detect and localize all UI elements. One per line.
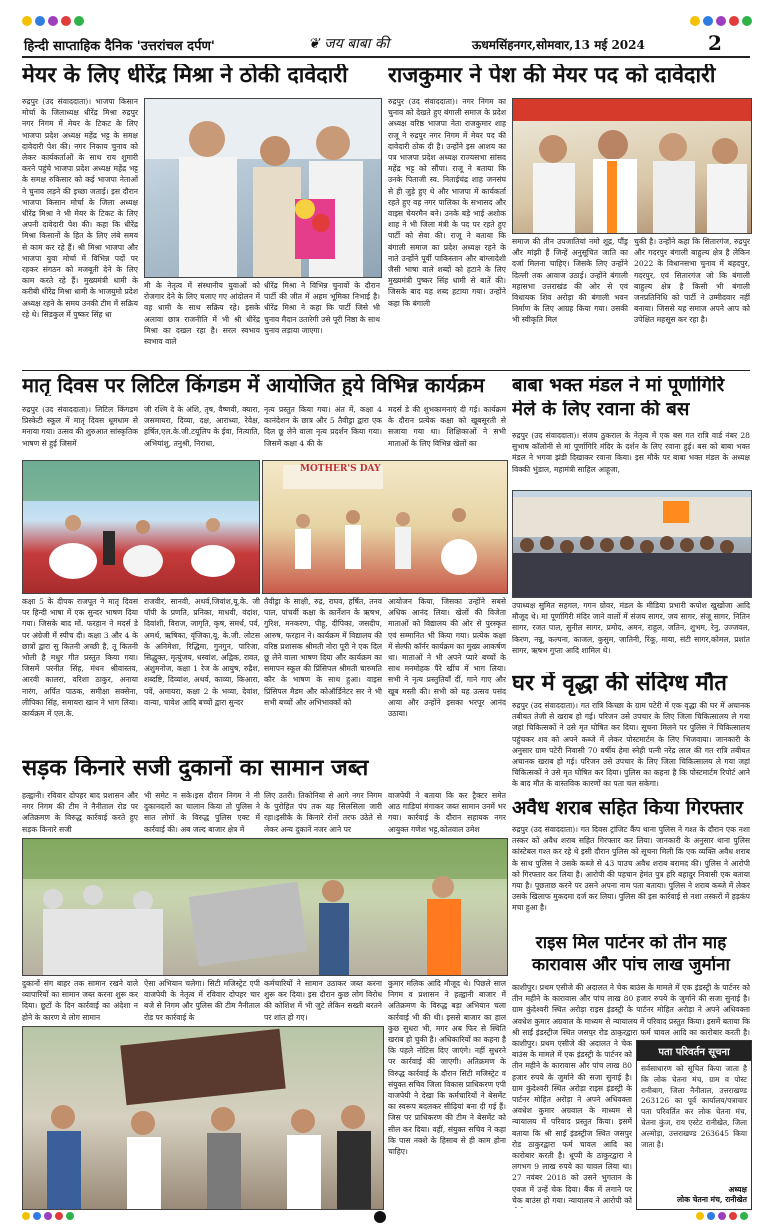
photo-kids-dance-1 (22, 460, 260, 594)
ornament-icon: ❦ (308, 36, 320, 52)
story3-top1: रुद्रपुर (उद संवाददाता)। लिटिल किंगडम प्रिस्केटी स्कूल में मातृ दिवस धूमधाम से मनाया गया। उत्सव की शुरुआत सांस्कृतिक भाषण से हुई जिसमें (22, 405, 138, 448)
headline-encroachment: सड़क किनारे सजी दुकानों का सामान जब्त (22, 756, 369, 781)
story8-b2: ऐसा अभियान चलेगा। सिटी मजिस्ट्रेट एपी वाजपेयी के नेतृत्व में रविवार दोपहर चार बजे से निगम और पुलिस की टीम नैनीताल रोड पर कार्रवाई के (144, 979, 260, 1022)
story3-bot1: कक्षा 5 के दीपक राजपूत ने मातृ दिवस पर हिन्दी भाषा में एक सुन्दर भाषण दिया गया। जिसके बाद मों. फरहान ने मदर्स डे पर अंग्रेजी में स्पीच दी। कक्षा 3 और 4 के छात्रों द्वारा सु कितनी अच्छी है, तू कितनी भोली है मधुर गीत प्रस्तुत किया गया। जिसमें परनीत सिंह, मंथन श्रीवास्तव, आरवी कालरा, वरिशा ठाकुर, अनाया नारंग, अर्पित पाठक, समीक्षा सक्सेना, लीपिका सिंह, समायरा खान ने भाग लिया। कार्यक्रम में एल.के. (22, 597, 138, 719)
story3-bot3: तैवीड्रा के साक्षी, रुद्र, राघव, हर्षित, तनव पाल, पांचवीं कक्षा के कार्नेशन के ऋषभ, गुरिश, मनकरण, पीहू, दीपिका, जसदीप, आरुष, फरहान ने। कार्यक्रम में विद्यालय की वरिष्ठ प्रशासक श्रीमती नोरा पूरी ने एक दिल छू लेने वाला भाषण दिया और कार्यक्रम का समापन स्कूल की प्रिंसिपल श्रीमती चारुमति कौर के भाषण के साथ हुआ। वाइस प्रिंसिपल मैडम और कोऑर्डिनेटर सर ने भी सभी बच्चों और अभिभावकों को (264, 597, 382, 707)
page-number: 2 (708, 31, 722, 55)
story7-body-top: काशीपुर। प्रथम एसीजे की अदालत ने चेक बाउंस के मामले में एक इंडस्ट्री के पार्टनर को तीन महीने के कारावास और पांच लाख 80 हजार रुपये के जुर्माने की सजा सुनाई है। ग्राम कुंदेश्वरी स्थित अरोड़ा राइस इंडस्ट्री के पार्टनर मोहित अरोड़ा ने अपने अधिवक्ता अवधेश कुमार अग्रवाल के माध्यम से न्यायालय में परिवाद प्रस्तुत किया। इसमें बताया कि श्री साईं इंडस्ट्रीज स्थित जसपुर रोड ठाकुरद्वारा फर्म चावल आदि का कारोबार करती है। (512, 983, 750, 1036)
story8-c3: लिए उतरी। तिकोनिया से आगे नगर निगम के पुरोहित पंप तक यह सिलसिला जारी रहा।इसीके के किनारे रोनों तरफ उठेते से लेकर अन्य दुकानें नजर आने पर (264, 791, 382, 834)
story3-top2: जी रश्मि दे के अंशि, तृष, वैष्णवी, क्यारा, जसमायरा, दिव्या, दक्ष, आराध्या, रेवेक्ष, हर्षित,एल.के.जी.टयूलिप के ईवा, नित्याति, अभियांशु, तनुश्री, निराधा, (144, 405, 260, 448)
story8-b4: कुमार मलिक आदि मौजूद थे। पिछले साल निगम व प्रशासन ने हल्द्वानी बाजार में अतिक्रमण के विरुद्ध बड़ा अभियान चला कार्रवाई भी की थी। इससे बाजार का हाल कुछ सुधरा भी, मगर अब फिर से स्थिति खराब हो चुकी है। अधिकारियों का कहना है कि पहले नोटिस दिए जाएंगे। नहीं सुधरने पर कार्रवाई की जाएगी। अतिक्रमण के विरुद्ध कार्रवाई के दौरान सिटी मजिस्ट्रेट व संयुक्त सचिव जिला विकास प्राधिकरण एपी वाजपेयी ने देखा कि कर्मचारियों ने बेसमेंट का स्वरूप बदलकर सीढ़ियां बना दी गई हैं। जिस पर प्राधिकरण की टीम ने बेसमेंट को सील कर दिया। वहीं, संयुक्त सचिव ने कहा कि पास नक्शे के हिसाब से ही काम होना चाहिए। (388, 979, 506, 1157)
story4-body: रुद्रपुर (उद संवाददाता)। संजय ठुकराल के नेतृत्व में एक बस गत रात्रि वार्ड नंबर 28 सुभाष कॉलोनी से मां पूर्णागिरि मंदिर के दर्शन के लिए रवाना हुई। बस को बाबा भक्त मंडल ने भगवा झंडी दिखाकर रवाना किया। इस मौके पर बाबा भक्त मंडल के अध्यक्ष विक्की भुंडाल, महामंत्री साहिल आहूजा, (512, 431, 750, 474)
photo-kids-dance-1-illustration (23, 461, 259, 593)
story6-body: रुद्रपुर (उद संवाददाता)। गत दिवस ट्रांजिट कैंप थाना पुलिस ने गश्त के दौरान एक नशा तस्कर को अवैध शराब सहित गिरफ्तार कर लिया। जानकारी के अनुसार थाना पुलिस कांस्टेबल गश्त कर रहे थे इसी दौरान पुलिस को सूचना मिली कि एक व्यक्ति अवैध शराब के साथ पुलिस ने उसके कब्जे से 43 पाउच अवैध शराब बरामद की। पुलिस ने आरोपी को गिरफ्तार कर लिया है। आरोपी की पहचान हेमंत पुत्र हरि बहादुर निवासी एक बताया गया है। पूछताछ करने पर उसने अपना नाम पता बताया। पुलिस ने शराब कब्जे में लेकर उसके खिलाफ मुकदमा दर्ज कर लिया। पुलिस की इस कार्रवाई से नशा तस्करों में हड़कंप मचा हुआ है। (512, 825, 750, 913)
story3-top3: नृत्य प्रस्तुत किया गया। अंत में, कक्षा 4 कानंदेशन के छात्र और 5 तैवीड्रा द्वारा एक दिल छू लेने वाला नृत्य प्रदर्शन किया गया। जिसमें कक्षा 4 की के (264, 405, 382, 448)
mothers-day-banner: MOTHER'S DAY (300, 464, 381, 474)
divider-1 (22, 370, 750, 371)
color-dots-right (690, 16, 752, 26)
headline-mothers-day: मातृ दिवस पर लिटिल किंगडम में आयोजित हुये विभिन्न कार्यक्रम (22, 374, 485, 396)
story8-c1: हल्द्वानी। रविवार दोपहर बाद प्रशासन और नगर निगम की टीम ने नैनीताल रोड पर अतिक्रमण के विरुद्ध कार्रवाई करते हुए सड़क किनारे सजी (22, 791, 138, 834)
photo-kids-dance-2 (262, 460, 508, 594)
headline-mayor-mishra: मेयर के लिए धीरेंद्र मिश्रा ने ठोकी दावेदारी (22, 64, 348, 88)
headline-baba-bhakt-1: बाबा भक्त मंडल ने मां पूर्णागिरि (512, 376, 725, 396)
photo-rajkumar-illustration (513, 99, 751, 233)
notice-sign2: लोक चेतना मंच, रानीखेत (676, 1195, 747, 1204)
registration-mark-icon (374, 1211, 386, 1223)
story8-b3: कर्मचारियों ने सामान उठाकर जब्त करना शुरू कर दिया। इस दौरान कुछ लोग विरोध की कोशिश में भी जुटे लेकिन सख्ती बरतने पर शांत हो गए। (264, 979, 382, 1022)
notice-sign1: अध्यक्ष (728, 1185, 747, 1194)
headline-illegal-liquor: अवैध शराब सहित किया गिरफ्तार (512, 798, 743, 819)
photo-bus-group (512, 490, 752, 598)
headline-rice-mill-1: राइस मिल पार्टनर को तीन माह (535, 934, 727, 953)
masthead-title: हिन्दी साप्ताहिक दैनिक 'उत्तरांचल दर्पण' (24, 39, 215, 54)
footer-dots-right (696, 1212, 748, 1220)
story3-top4: मदर्स डे की शुभकामनाएं दी गई। कार्यक्रम के दौरान प्रत्येक कक्षा को खूबसूरती से सजाया गया था। शिक्षिकाओं ने सभी माताओं के लिए विभिन्न खेलों का (388, 405, 506, 448)
story2-col2: समाज की तीन उपजातियां नमो शूद्र, पौंड्र और मांझी हैं जिन्हें अनुसूचित जाति का दर्जा मिलना चाहिए। जिसके लिए उन्होंने दिल्ली तक आवाज उठाई। उन्होंने बंगाली महासभा उत्तराखंड की ओर से एवं विधायक शिव अरोड़ा की बंगाली भवन निर्माण के लिए आग्रह किया गया। उसकी भी स्वीकृति मिल (512, 237, 628, 325)
headline-mayor-rajkumar: राजकुमार ने पेश की मेयर पद को दावेदारी (388, 64, 716, 88)
story3-bot2: राजवीर, सानवी, अथर्व,जिवांश,यू.के. जी पॉपी के प्रणति, प्रनिका, माधवी, वंदांश, दिवांशी, विराज, जागृति, कृष, समर्थ, पर्व, अमर्थ, ऋषिका, वृंजिका,यू. के.जी. लोटस के अनिमेशा, रिद्धिमा, गुनगुन, पारिजा, सिद्धुक्त, मृत्युंजय, धस्वांश, अद्विक, रावत, अंशुमनोज, कक्षा 1 रेज के आयुष, रुद्रैश, शब्दष्टि, दिव्यांश, अथर्व, काव्या, किआरा, पवें, अमायरा, कक्षा 2 के भव्या, देवांश, वान्या, चावेश आदि बच्चों द्वारा सुन्दर (144, 597, 260, 707)
notice-box (636, 1040, 752, 1210)
story5-body: रुद्रपुर (उद संवाददाता)। गत रात्रि किच्छा के ग्राम पटेरी में एक वृद्धा की घर में अचानक तबीयत तेजी से खराब हो गई। परिजन उसे उपचार के लिए जिला चिकित्सालय ले गया जहां चिकित्सकों ने उसे मृत घोषित कर दिया। सूचना मिलने पर पुलिस ने चिकित्सालय पहुंचकर शव को अपने कब्जे में लेकर पोस्टमार्टम के लिए भिजवाया। जानकारी के अनुसार ग्राम पटेरी निवासी 70 वर्षीय हेमा स्नेही पत्नी नरेंद्र लाल की गत रात्रि तबीयत अचानक खराब हो गई। परिजन उसे उपचार के लिए जिला चिकित्सालय ले गया जहां चिकित्सकों ने उसे मृत घोषित कर दिया। पुलिस का कहना है कि पोस्टमार्टम रिपोर्ट आने के बाद मौत के वास्तविक कारणों का पता चल सकेगा। (512, 701, 750, 789)
color-dots-left (22, 16, 84, 26)
masthead-center (308, 34, 389, 53)
photo-mishra-bhatt (144, 98, 382, 278)
headline-rice-mill-2: कारावास और पांच लाख जुर्माना (532, 956, 730, 975)
story4-after: उपाध्यक्ष सुमित सहगल, गगन ग्रोवर, मंडल के मीडिया प्रभारी कपोश खुखोजा आदि मौजूद थे। मां पूर्णागिरी मंदिर जाने वालों में संजय सागर, जय सागर, संजू सागर, नितिन सागर, रजत पाल, सुनील सागर, प्रमोद, अमन, राहुल, जतिन, शुभम, रेनु, उज्जवल, किरण, नन्नू, कल्पना, काजल, कुसुम, जातिनी, रिंकू, माया, संटी सागर,कोमल, प्रशांत सागर, ऋषभ गुप्ता आदि शामिल थे। (512, 601, 750, 655)
dateline: ऊधमसिंहनगर,सोमवार,13 मई 2024 (472, 38, 645, 52)
notice-body: सर्वसाधारण को सूचित किया जाता है कि लोक चेतना मंच, ग्राम व पोस्ट रानीबाग, जिला नैनीताल, उत्तराखण्ड 263126 का पूर्व कार्यालय/पत्राचार पता परिवर्तित कर लोक चेतना मंच, चेतना कुंज, राय एस्टेट रानीखेत, जिला अल्मोड़ा, उत्तराखण्ड 263645 किया जाता है। (641, 1064, 747, 1149)
photo-encroachment-2-illustration (23, 1027, 383, 1209)
photo-rajkumar-bhatt (512, 98, 752, 234)
masthead-center-text: जय बाबा की (324, 36, 390, 52)
story1-col3: धीरेंद्र मिश्रा ने विभिन्न चुनावों के दौरान पार्टी की जीत में अहम भूमिका निभाई है। धीरेंद्र मिश्रा ने कहा कि पार्टी जिसे भी चुनाव मैदान उतारेगी उसे पूरी निष्ठा के साथ चुनाव लड़ाया जाएगा। (264, 281, 380, 335)
masthead-rule (22, 56, 750, 58)
photo-mishra-illustration (145, 99, 381, 277)
story2-col1: रुद्रपुर (उद संवाददाता)। नगर निगम का चुनाव को देखते हुए बंगाली समाज के प्रदेश अध्यक्ष वरिष्ठ भाजपा नेता राजकुमार शाह राजू ने रुद्रपुर नगर निगम में मेयर पद की दावेदारी ठोक दी है। उन्होंने इस आशय का पत्र भाजपा प्रदेश अध्यक्ष राज्यसभा सांसद महेंद्र भट्ट को सौंपा। राजू ने बताया कि उनके पिताजी स्व. निताईचंद्र शाह जनसंघ से ही जुड़े हुए थे और भाजपा में कार्यकर्ता रहते हुए वह नगर पालिका के सभासद और वाइस चेयरमैन बने। उनके बड़े भाई अशोक शाह ने भी जिला मंत्री के पद पर रहते हुए पार्टी को सेवा की। राजू ने बताया कि बंगाली समाज का प्रदेश अध्यक्ष रहने के नाते उन्होंने पूर्वी पाकिस्तान और बांग्लादेशी जैसी भाषा वाले शब्दों को हटाने के लिए मुख्यमंत्री पुष्कर सिंह धामी से बातें की। जिसके बाद यह शब्द हटाया गया। उन्होंने कहा कि बंगाली (388, 97, 506, 308)
photo-encroachment-2 (22, 1026, 384, 1210)
story8-b1: दुकानों संग बाहर तक सामान रखने वाले व्यापारियों का सामान जब्त करना शुरू कर दिया। छूटों के दिन कार्रवाई का अंदेशा न होने के कारण ये लोग सामान (22, 979, 138, 1022)
photo-encroachment-1 (22, 838, 508, 976)
headline-elderly-death: घर में वृद्धा की संदिग्ध मौत (512, 672, 727, 696)
story1-col2: मी के नेतृत्व में संस्थानीय युवाओं को रोजगार देने के लिए चलाए गए आंदोलन में वह धामी के साथ सक्रिय रहे। इसके अलावा छात्र राजनीति में भी श्री धीरेंद्र मिश्रा का दखल रहा है। सरल स्वभाव स्वभाव वाले (144, 281, 260, 347)
photo-bus-group-illustration (513, 491, 751, 597)
notice-title: पता परिवर्तन सूचना (637, 1041, 751, 1061)
photo-encroachment-1-illustration (23, 839, 507, 975)
story1-col1: रुद्रपुर (उद संवाददाता)। भाजपा किसान मोर्चा के जिलाध्यक्ष धीरेंद्र मिश्रा रुद्रपुर नगर निगम में मेयर के टिकट के लिए भाजपा प्रदेश अध्यक्ष महेंद्र भट्ट के समक्ष दावेदारी पेश की। नगर निकाय चुनाव को लेकर कार्यकर्ताओं के साथ राय शुमारी करने पहुंचे भाजपा प्रदेश अध्यक्ष महेंद्र भट्ट के समक्ष रुकिसार को कई भाजपा नेताओं ने चुनाव लड़ने की इच्छा जताई। इस दौरान भाजपा किसान मोर्चा के जिला अध्यक्ष धीरेंद्र मिश्रा ने भी मेयर के टिकट के लिए अपनी दावेदारी पेश की। कहा कि धीरेंद्र मिश्रा किसानों के हित के लिए लंबे समय से काम कर रहे हैं। श्री मिश्रा भाजपा और भाजपा युवा मोर्चा में विभिन्न पदों पर रहकर संगठन को मजबूती देने के लिए काम करते रहे हैं। मुख्यमंत्री धामी के करीबी धीरेंद्र मिश्रा धामी के भाजयुमो प्रदेश अध्यक्ष रहने के समय उनकी टीम में सक्रिय रहे थे। सिडकुल में पुष्कर सिंह धा (22, 97, 138, 319)
story2-col3: चुकी है। उन्होंने कहा कि सितारगंज, रुद्रपुर और गदरपुर बंगाली बाहुल्य क्षेत्र है लेकिन 2022 के विधानसभा चुनाव में बहदपुर, गदरपुर, एवं सितारगंज जो कि बंगाली बाहुल्य क्षेत्र है किसी भी बंगाली जनप्रतिनिधि को पार्टी ने उम्मीदवार नहीं बनाया। जिससे यह समाज अपने आप को उपेक्षित महसूस कर रहा है। (634, 237, 750, 325)
footer-dots-left (22, 1212, 74, 1220)
headline-baba-bhakt-2: मेले के लिए रवाना की बस (512, 400, 690, 420)
story8-c2: भी समेट न सके।इस दौरान निगम ने नी दुकानदारों का चालान किया तो पुलिस ने सात लोगों के विरुद्ध पुलिस एक्ट में कार्रवाई की। अब जल्द बाजार क्षेत्र में (144, 791, 260, 834)
story7-body-left: काशीपुर। प्रथम एसीजे की अदालत ने चेक बाउंस के मामले में एक इंडस्ट्री के पार्टनर को तीन महीने के कारावास और पांच लाख 80 हजार रुपये के जुर्माने की सजा सुनाई है। ग्राम कुंदेश्वरी स्थित अरोड़ा राइस इंडस्ट्री के पार्टनर मोहित अरोड़ा ने अपने अधिवक्ता अवधेश कुमार अग्रवाल के माध्यम से न्यायालय में परिवाद प्रस्तुत किया। इसमें बताया कि श्री साईं इंडस्ट्रीज स्थित जसपुर रोड ठाकुरद्वारा फर्म चावल आदि का कारोबार करती है। धूप्पी के ठाकुरद्वारा ने लगभग 9 लाख रुपये का चावल लिया था। 27 नवंबर 2018 को उसने भुगतान के एवज में उन्हें चेक दिया। बैंक में लगाने पर चेक बाउंस हो गया। न्यायालय ने आरोपी को (512, 1039, 632, 1205)
photo-kids-dance-2-illustration (263, 461, 507, 593)
story3-bot4: आयोजन किया, जिसका उन्होंने सबसे अधिक आनंद लिया। खेलों की विजेता माताओं को विद्यालय की ओर से पुरस्कृत एवं सम्मानित भी किया गया। प्रत्येक कक्षा में सेल्फी कॉर्नर कार्यक्रम का मुख्य आकर्षण था। माताओं ने भी अपने प्यारे बच्चों के साथ मनमोहक पैरे खींच में भाग लिया। सभी ने नृत्य प्रस्तुतियाँ दीं, गाने गाए और खूब मस्ती की। सभी को यह उत्सव पसंद आया और उन्होंने इसका भरपूर आनंद उठाया। (388, 597, 506, 719)
story8-c4: वाजपेयी ने बताया कि कर ट्रैक्टर समेत आठ गाड़ियां मंगाकर जब्त सामान उनमें भर गया। कार्रवाई के दौरान सहायक नगर आयुक्त गणेश भट्ट,कोतवाल उमेश (388, 791, 506, 834)
